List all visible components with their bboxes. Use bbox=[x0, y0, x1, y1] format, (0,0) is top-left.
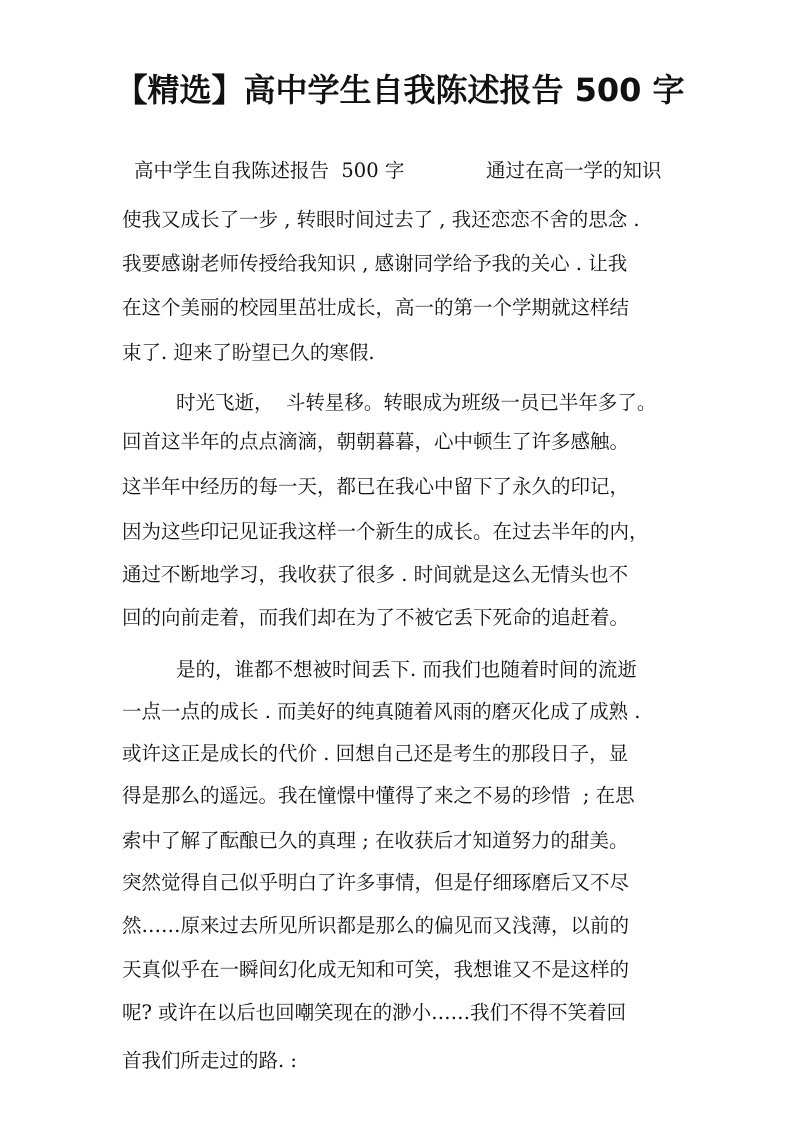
paragraph-3-line-2: 一点一点的成长 . 而美好的纯真随着风雨的磨灭化成了成熟 . bbox=[122, 700, 641, 723]
paragraph-1-line-2: 我要感谢老师传授给我知识 , 感谢同学给予我的关心 . 让我 bbox=[122, 252, 628, 275]
subhead-left: 高中学生自我陈述报告 500 字 bbox=[134, 159, 405, 182]
paragraph-3-line-4: 得是那么的遥远。我在憧憬中懂得了来之不易的珍惜 ; 在思 bbox=[122, 784, 635, 807]
paragraph-3-line-5: 索中了解了酝酿已久的真理 ; 在收获后才知道努力的甜美。 bbox=[122, 829, 629, 852]
paragraph-1-line-1: 使我又成长了一步 , 转眼时间过去了 , 我还恋恋不舍的思念 . bbox=[122, 208, 640, 231]
document-title: 【精选】高中学生自我陈述报告 500 字 bbox=[115, 71, 685, 109]
paragraph-2-line-3: 这半年中经历的每一天，都已在我心中留下了永久的印记， bbox=[122, 475, 630, 498]
paragraph-3-line-1: 是的，谁都不想被时间丢下. 而我们也随着时间的流逝 bbox=[176, 658, 637, 681]
paragraph-2-line-4: 因为这些印记见证我这样一个新生的成长。在过去半年的内， bbox=[122, 520, 649, 543]
paragraph-2-line-6: 回的向前走着，而我们却在为了不被它丢下死命的追赶着。 bbox=[122, 606, 630, 629]
paragraph-2-line-2: 回首这半年的点点滴滴，朝朝暮暮，心中顿生了许多感触。 bbox=[122, 430, 630, 453]
paragraph-3-line-8: 天真似乎在一瞬间幻化成无知和可笑，我想谁又不是这样的 bbox=[122, 958, 630, 981]
paragraph-2-line-1: 时光飞逝， 斗转星移。转眼成为班级一员已半年多了。 bbox=[176, 391, 657, 414]
paragraph-1-line-4: 束了. 迎来了盼望已久的寒假. bbox=[122, 341, 375, 364]
paragraph-3-line-10: 首我们所走过的路. : bbox=[122, 1049, 297, 1072]
paragraph-3-line-9: 呢? 或许在以后也回嘲笑现在的渺小……我们不得不笑着回 bbox=[122, 1001, 627, 1024]
paragraph-1-line-3: 在这个美丽的校园里茁壮成长，高一的第一个学期就这样结 bbox=[122, 296, 630, 319]
paragraph-3-line-6: 突然觉得自己似乎明白了许多事情，但是仔细琢磨后又不尽 bbox=[122, 871, 630, 894]
paragraph-3-line-7: 然……原来过去所见所识都是那么的偏见而又浅薄，以前的 bbox=[122, 914, 630, 937]
paragraph-3-line-3: 或许这正是成长的代价 . 回想自己还是考生的那段日子，显 bbox=[122, 742, 629, 765]
subhead-right: 通过在高一学的知识 bbox=[486, 159, 662, 182]
paragraph-2-line-5: 通过不断地学习，我收获了很多 . 时间就是这么无情头也不 bbox=[122, 563, 629, 586]
